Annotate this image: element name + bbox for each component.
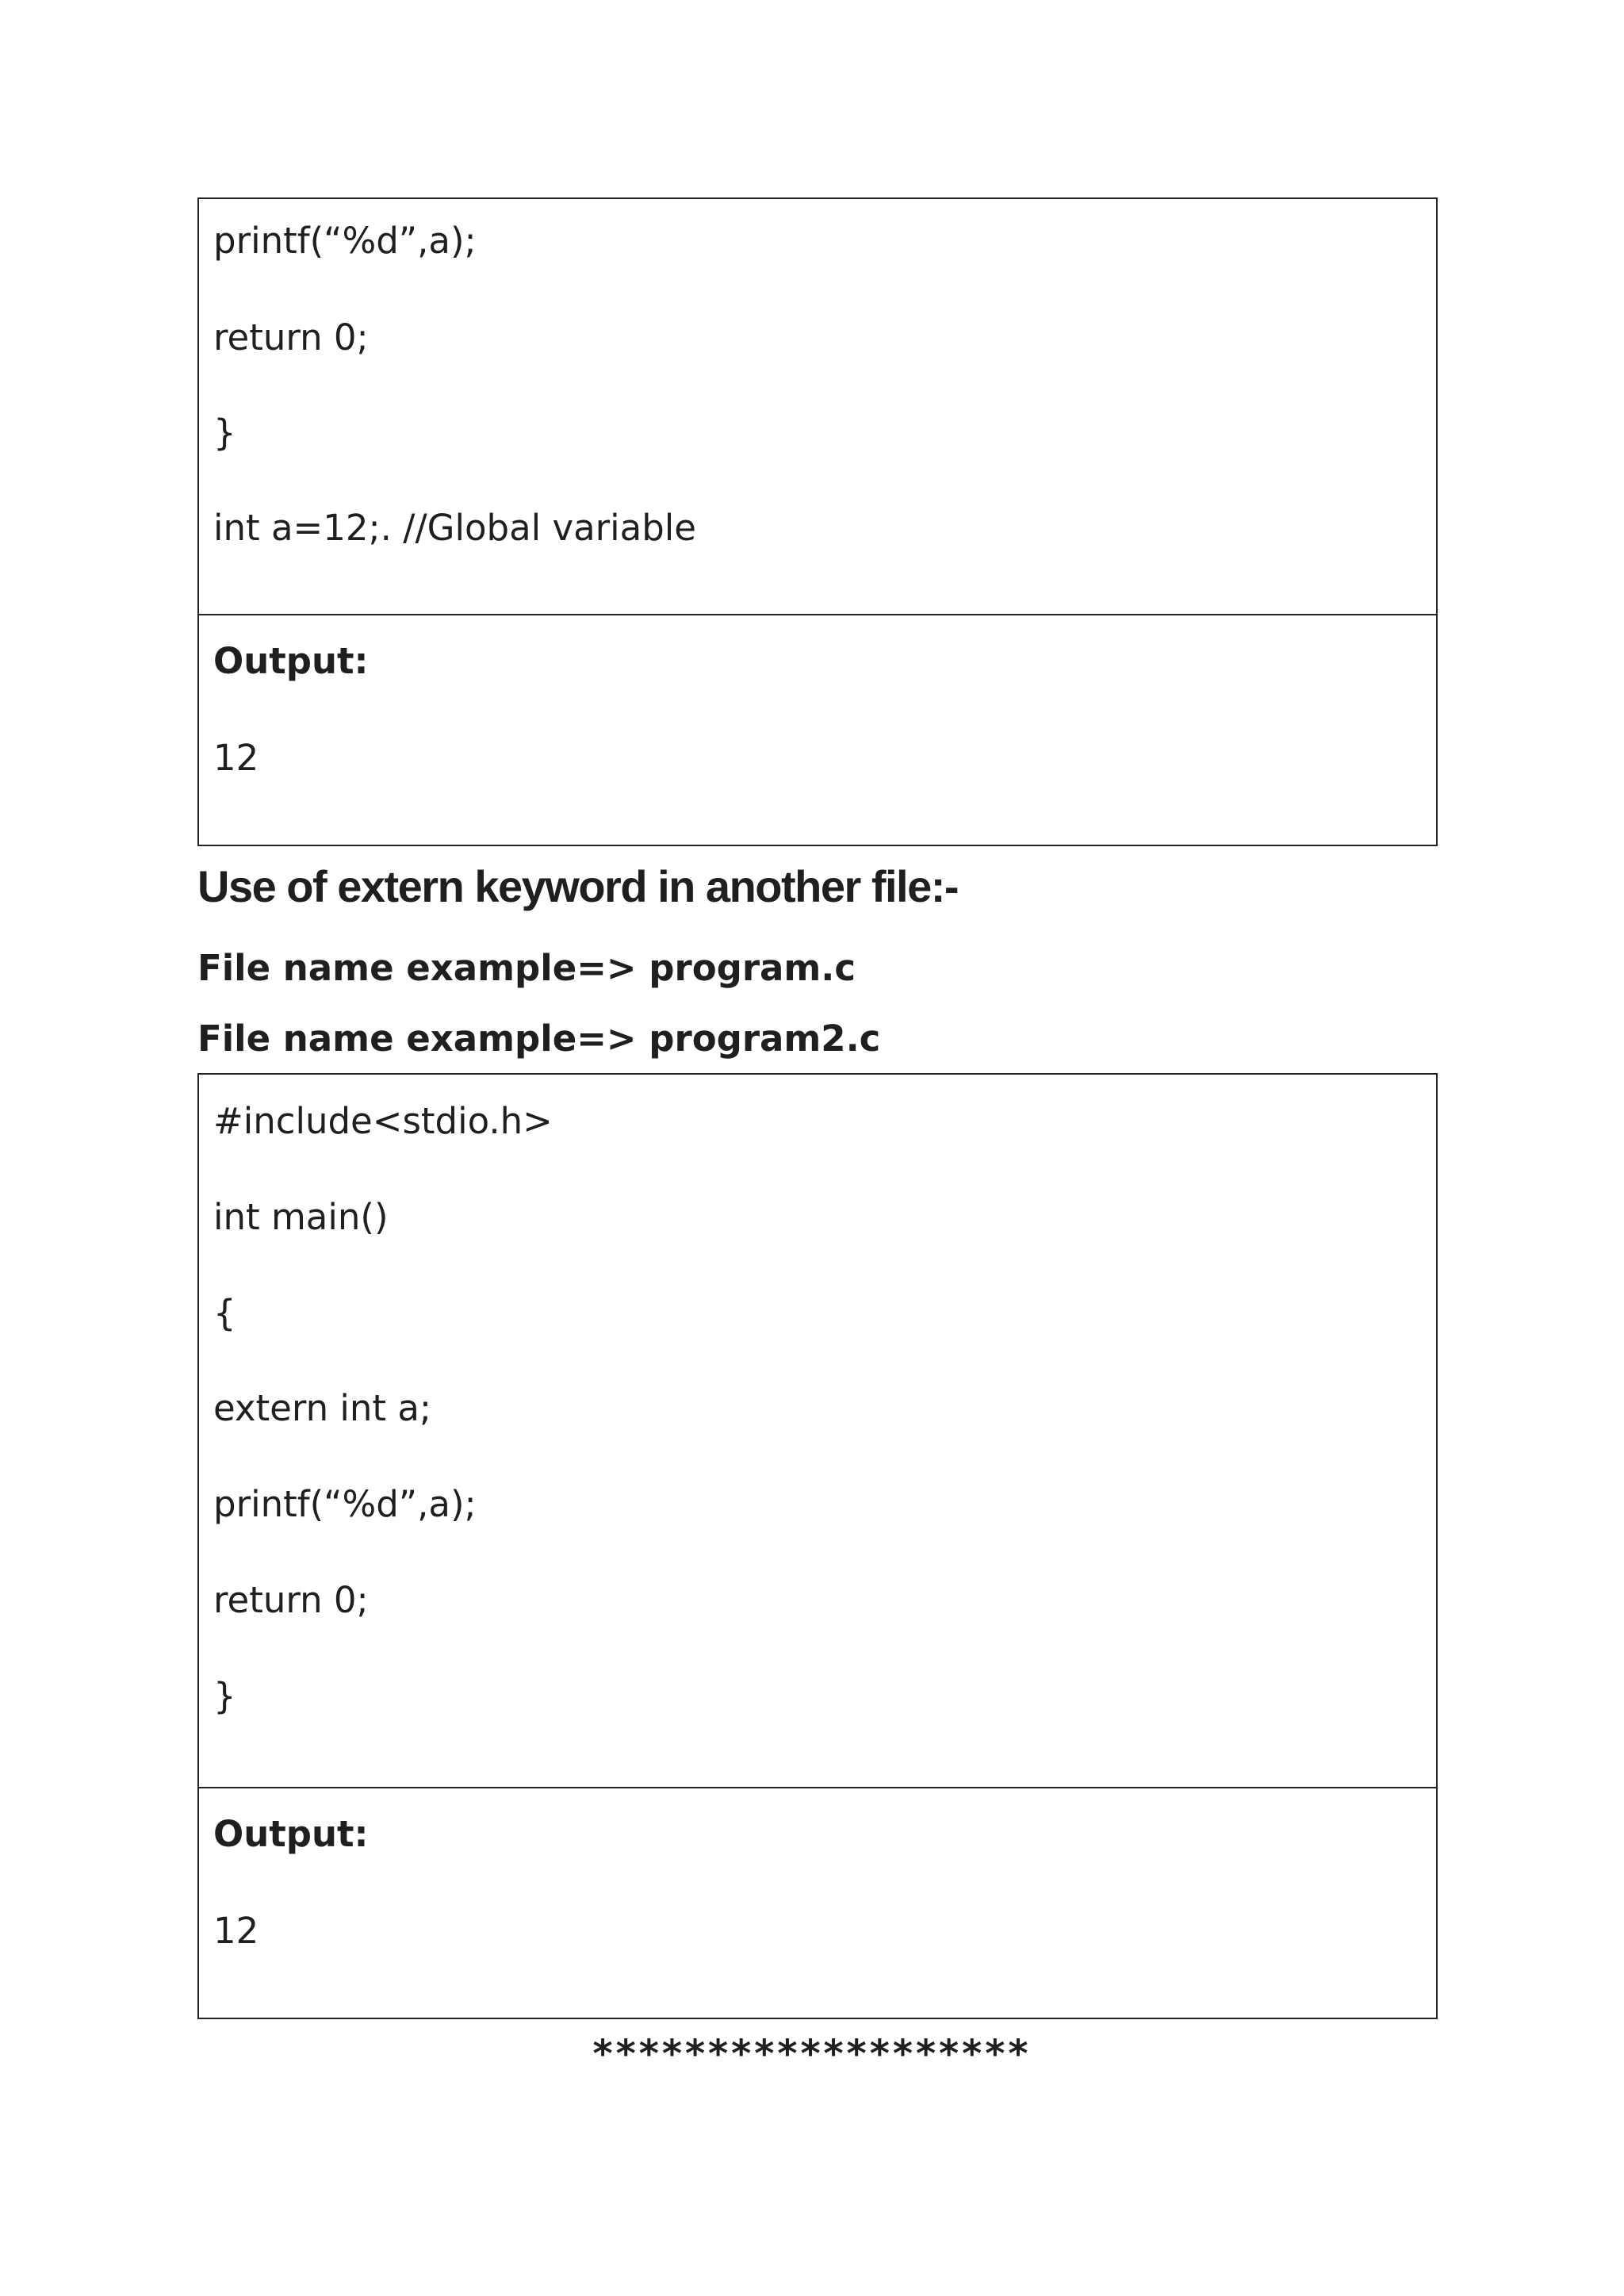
code-cell — [199, 199, 1436, 614]
code-line: int main() — [213, 1196, 389, 1238]
output-label: Output: — [213, 1813, 369, 1855]
code-line: extern int a; — [213, 1387, 432, 1429]
output-value: 12 — [213, 737, 259, 779]
code-line: #include<stdio.h> — [213, 1100, 553, 1142]
file-name-1: File name example=> program.c — [197, 947, 856, 989]
code-line: int a=12;. //Global variable — [213, 507, 696, 549]
section-heading: Use of extern keyword in another file:- — [197, 861, 959, 911]
code-line: printf(“%d”,a); — [213, 1483, 477, 1525]
output-value: 12 — [213, 1910, 259, 1952]
code-table-1 — [197, 197, 1438, 846]
code-cell — [199, 1075, 1436, 1787]
code-line: return 0; — [213, 316, 369, 358]
file-name-2: File name example=> program2.c — [197, 1018, 881, 1060]
code-table-2 — [197, 1073, 1438, 2019]
output-label: Output: — [213, 640, 369, 682]
output-cell — [199, 1787, 1436, 2018]
end-separator: ******************* — [592, 2032, 1032, 2076]
code-line: } — [213, 1675, 236, 1717]
output-cell — [199, 614, 1436, 845]
code-line: { — [213, 1292, 236, 1334]
code-line: printf(“%d”,a); — [213, 220, 477, 262]
code-line: return 0; — [213, 1579, 369, 1621]
code-line: } — [213, 412, 236, 454]
